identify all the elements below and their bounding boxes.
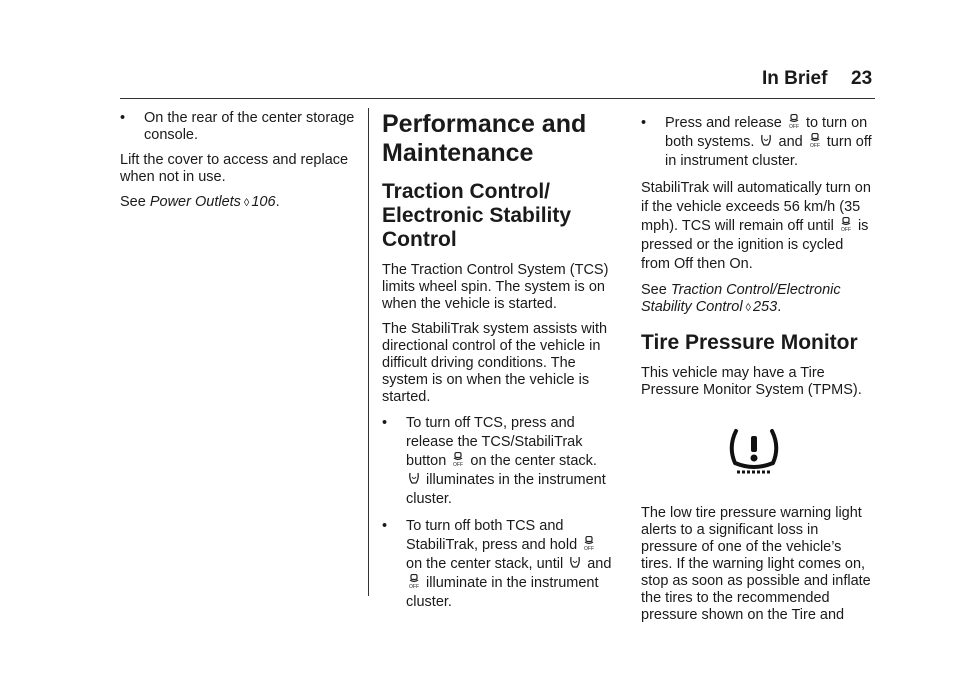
bullet-text-part: illuminates in the instrument cluster. (406, 472, 606, 507)
svg-text:OFF: OFF (409, 584, 419, 589)
paragraph: The low tire pressure warning light alerts to a significant loss in pressure of one of the vehicle’s tires. If the warning light comes on, stop as soon as possible and inflate the tires to the recommended pressure shown on the Tire and (641, 505, 871, 623)
bullet-text-part: illuminate in the instrument cluster. (406, 575, 599, 610)
paragraph-part: StabiliTrak will automatically turn on if the vehicle exceeds 56 km/h (35 mph). TCS will remain off until (641, 180, 871, 234)
list-item (641, 114, 876, 171)
bullet-text-part: to turn on both systems. (665, 115, 868, 150)
list-item (382, 517, 614, 612)
bullet-text-part: on the center stack. (470, 453, 597, 469)
svg-text:OFF: OFF (840, 227, 851, 232)
stabilitrak-icon (569, 555, 581, 570)
column-divider (368, 108, 369, 596)
bullet-text-part: To turn off TCS, press and release the TCS/StabiliTrak button (406, 415, 583, 469)
stabilitrak-icon (408, 471, 420, 486)
subsection-title: Traction Control/ Electronic Stability Control (382, 180, 572, 251)
bullet-text (406, 517, 614, 612)
cross-reference (120, 194, 360, 212)
bullet-text-part: turn off in instrument cluster. (665, 134, 872, 169)
cross-reference (641, 282, 876, 317)
bullet-mark: • (641, 115, 647, 131)
section-title: Performance and Maintenance (382, 110, 587, 167)
svg-text:OFF: OFF (584, 546, 595, 551)
bullet-text-part: Press and release (665, 115, 782, 131)
page-ref-arrow: ◊ (243, 197, 250, 209)
bullet-text-part: and (587, 556, 612, 572)
bullet-mark: • (120, 110, 126, 126)
stabilitrak-icon (760, 133, 772, 148)
list-item (120, 110, 360, 144)
see-end: . (777, 299, 782, 315)
bullet-text (406, 414, 614, 509)
bullet-text (665, 114, 876, 171)
subsection-title: Tire Pressure Monitor (641, 331, 858, 354)
traction-control-off-icon (452, 452, 464, 467)
bullet-mark: • (382, 518, 388, 534)
see-page[interactable]: 253 (752, 299, 778, 315)
traction-control-off-icon (788, 114, 800, 129)
column-left (120, 110, 360, 220)
list-item (382, 414, 614, 509)
see-label: See (120, 194, 146, 210)
header-rule (120, 98, 875, 99)
column-middle (382, 110, 614, 620)
svg-text:OFF: OFF (453, 462, 464, 467)
see-end: . (275, 194, 280, 210)
paragraph: This vehicle may have a Tire Pressure Monitor System (TPMS). (641, 365, 862, 398)
page-number: 23 (851, 68, 873, 89)
bullet-text-part: To turn off both TCS and StabiliTrak, press and hold (406, 518, 578, 553)
running-header-section: In Brief (762, 68, 828, 89)
paragraph-part: is pressed or the ignition is cycled from Off then On. (641, 218, 869, 272)
see-label: See (641, 282, 667, 298)
page-ref-arrow: ◊ (745, 302, 751, 314)
traction-control-off-icon (840, 217, 852, 232)
bullet-mark: • (382, 415, 388, 431)
see-link[interactable]: Traction Control/Electronic Stability Control (641, 282, 841, 315)
svg-text:OFF: OFF (788, 124, 799, 129)
bullet-text-part: on the center stack, until (406, 556, 564, 572)
paragraph: The Traction Control System (TCS) limits wheel spin. The system is on when the vehicle is started. (382, 262, 609, 312)
column-right (641, 114, 876, 632)
see-link[interactable]: Power Outlets (149, 194, 241, 210)
svg-text:OFF: OFF (809, 143, 820, 148)
tire-pressure-warning-icon (727, 427, 781, 477)
bullet-text-part: and (778, 134, 803, 150)
traction-control-off-icon (408, 574, 420, 589)
bullet-text: On the rear of the center storage console. (144, 110, 355, 143)
traction-control-off-icon (809, 133, 821, 148)
paragraph: The StabiliTrak system assists with directional control of the vehicle in difficult driving conditions. The system is on when the vehicle is started. (382, 321, 608, 405)
see-page[interactable]: 106 (251, 194, 276, 210)
traction-control-off-icon (583, 536, 595, 551)
paragraph: Lift the cover to access and replace when not in use. (120, 152, 349, 185)
paragraph (641, 179, 876, 274)
